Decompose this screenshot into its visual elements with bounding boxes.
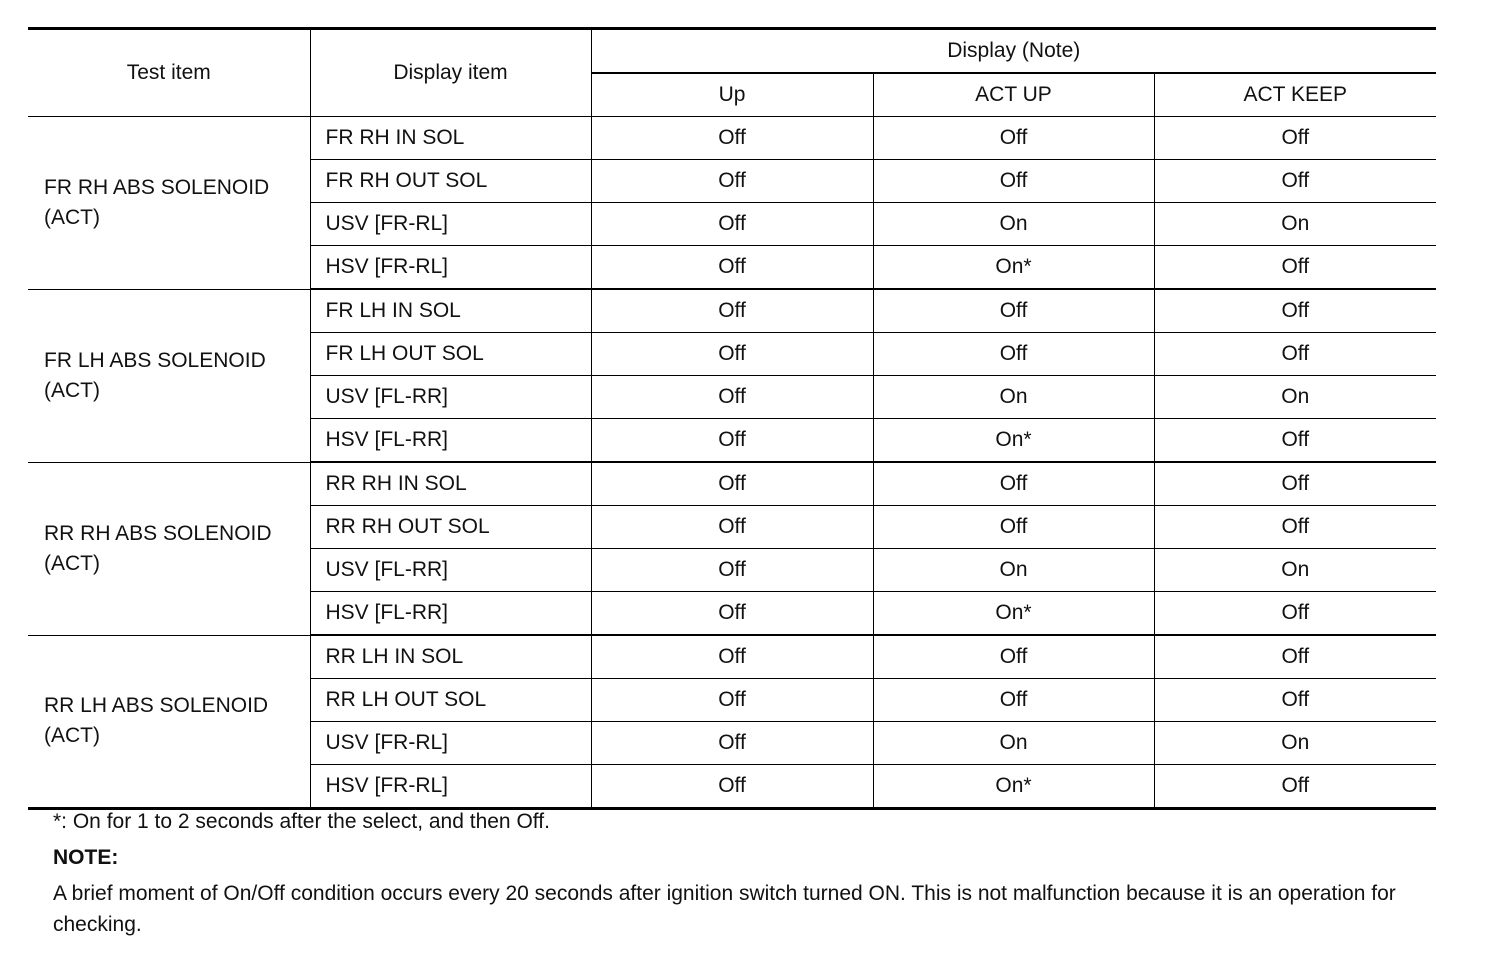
value-up-cell: Off (591, 419, 873, 463)
test-item-mode: (ACT) (44, 551, 100, 575)
test-item-mode: (ACT) (44, 378, 100, 402)
display-item-cell: RR LH IN SOL (310, 635, 591, 679)
test-item-name: RR LH ABS SOLENOID (44, 694, 269, 718)
value-up-cell: Off (591, 462, 873, 506)
value-up-cell: Off (591, 376, 873, 419)
abs-solenoid-table (28, 27, 1436, 810)
header-row (28, 29, 1436, 74)
footnote: *: On for 1 to 2 seconds after the select, and then Off. (53, 810, 550, 833)
table-row (28, 117, 1436, 160)
value-act-up-cell: On (873, 549, 1154, 592)
table-row (28, 289, 1436, 333)
value-up-cell: Off (591, 333, 873, 376)
value-act-keep-cell: Off (1154, 246, 1436, 290)
value-up-cell: Off (591, 635, 873, 679)
value-act-keep-cell: Off (1154, 289, 1436, 333)
test-item-cell (28, 289, 310, 462)
value-act-up-cell: Off (873, 679, 1154, 722)
header-col-up: Up (591, 73, 873, 117)
value-up-cell: Off (591, 203, 873, 246)
note-text: A brief moment of On/Off condition occurs every 20 seconds after ignition switch turned ON. This is not malfunction because it is an operation for checking. (53, 882, 1396, 936)
display-item-cell: HSV [FR-RL] (310, 765, 591, 809)
value-act-keep-cell: Off (1154, 117, 1436, 160)
display-item-cell: FR LH IN SOL (310, 289, 591, 333)
test-item-cell (28, 462, 310, 635)
display-item-cell: USV [FL-RR] (310, 376, 591, 419)
value-act-keep-cell: Off (1154, 635, 1436, 679)
test-item-name: FR LH ABS SOLENOID (44, 348, 266, 372)
value-up-cell: Off (591, 679, 873, 722)
value-up-cell: Off (591, 246, 873, 290)
display-item-cell: USV [FR-RL] (310, 722, 591, 765)
value-act-keep-cell: Off (1154, 419, 1436, 463)
value-act-up-cell: Off (873, 506, 1154, 549)
table-header (28, 29, 1436, 117)
display-item-cell: RR RH IN SOL (310, 462, 591, 506)
value-act-keep-cell: On (1154, 203, 1436, 246)
display-item-cell: HSV [FL-RR] (310, 419, 591, 463)
note-heading: NOTE: (53, 846, 119, 869)
table-row (28, 462, 1436, 506)
test-item-mode: (ACT) (44, 724, 100, 748)
value-act-up-cell: Off (873, 289, 1154, 333)
value-up-cell: Off (591, 160, 873, 203)
value-act-up-cell: On (873, 203, 1154, 246)
value-up-cell: Off (591, 722, 873, 765)
header-display-note: Display (Note) (591, 29, 1436, 74)
value-act-keep-cell: Off (1154, 462, 1436, 506)
value-act-keep-cell: Off (1154, 592, 1436, 636)
value-act-up-cell: On (873, 376, 1154, 419)
value-act-up-cell: On* (873, 592, 1154, 636)
table-row (28, 635, 1436, 679)
header-display-item: Display item (310, 29, 591, 117)
notes-section (53, 806, 1443, 940)
table-body (28, 117, 1436, 809)
header-col-act-up: ACT UP (873, 73, 1154, 117)
value-up-cell: Off (591, 117, 873, 160)
test-item-cell (28, 117, 310, 290)
header-col-act-keep: ACT KEEP (1154, 73, 1436, 117)
value-up-cell: Off (591, 592, 873, 636)
display-item-cell: RR LH OUT SOL (310, 679, 591, 722)
display-item-cell: FR LH OUT SOL (310, 333, 591, 376)
display-item-cell: FR RH IN SOL (310, 117, 591, 160)
value-act-up-cell: On* (873, 246, 1154, 290)
value-up-cell: Off (591, 289, 873, 333)
value-act-keep-cell: On (1154, 549, 1436, 592)
test-item-cell (28, 635, 310, 809)
value-up-cell: Off (591, 506, 873, 549)
value-up-cell: Off (591, 549, 873, 592)
value-act-up-cell: Off (873, 117, 1154, 160)
display-item-cell: FR RH OUT SOL (310, 160, 591, 203)
test-item-name: RR RH ABS SOLENOID (44, 521, 272, 545)
display-item-cell: RR RH OUT SOL (310, 506, 591, 549)
value-act-up-cell: Off (873, 635, 1154, 679)
value-act-keep-cell: Off (1154, 160, 1436, 203)
header-test-item: Test item (28, 29, 310, 117)
value-act-up-cell: Off (873, 462, 1154, 506)
value-act-up-cell: Off (873, 333, 1154, 376)
display-item-cell: USV [FL-RR] (310, 549, 591, 592)
value-act-keep-cell: On (1154, 722, 1436, 765)
value-act-keep-cell: On (1154, 376, 1436, 419)
value-act-keep-cell: Off (1154, 333, 1436, 376)
display-item-cell: HSV [FR-RL] (310, 246, 591, 290)
display-item-cell: HSV [FL-RR] (310, 592, 591, 636)
value-act-keep-cell: Off (1154, 679, 1436, 722)
value-up-cell: Off (591, 765, 873, 809)
value-act-keep-cell: Off (1154, 506, 1436, 549)
value-act-up-cell: On (873, 722, 1154, 765)
value-act-up-cell: On* (873, 419, 1154, 463)
display-item-cell: USV [FR-RL] (310, 203, 591, 246)
value-act-up-cell: Off (873, 160, 1154, 203)
value-act-keep-cell: Off (1154, 765, 1436, 809)
value-act-up-cell: On* (873, 765, 1154, 809)
test-item-name: FR RH ABS SOLENOID (44, 175, 270, 199)
test-item-mode: (ACT) (44, 205, 100, 229)
